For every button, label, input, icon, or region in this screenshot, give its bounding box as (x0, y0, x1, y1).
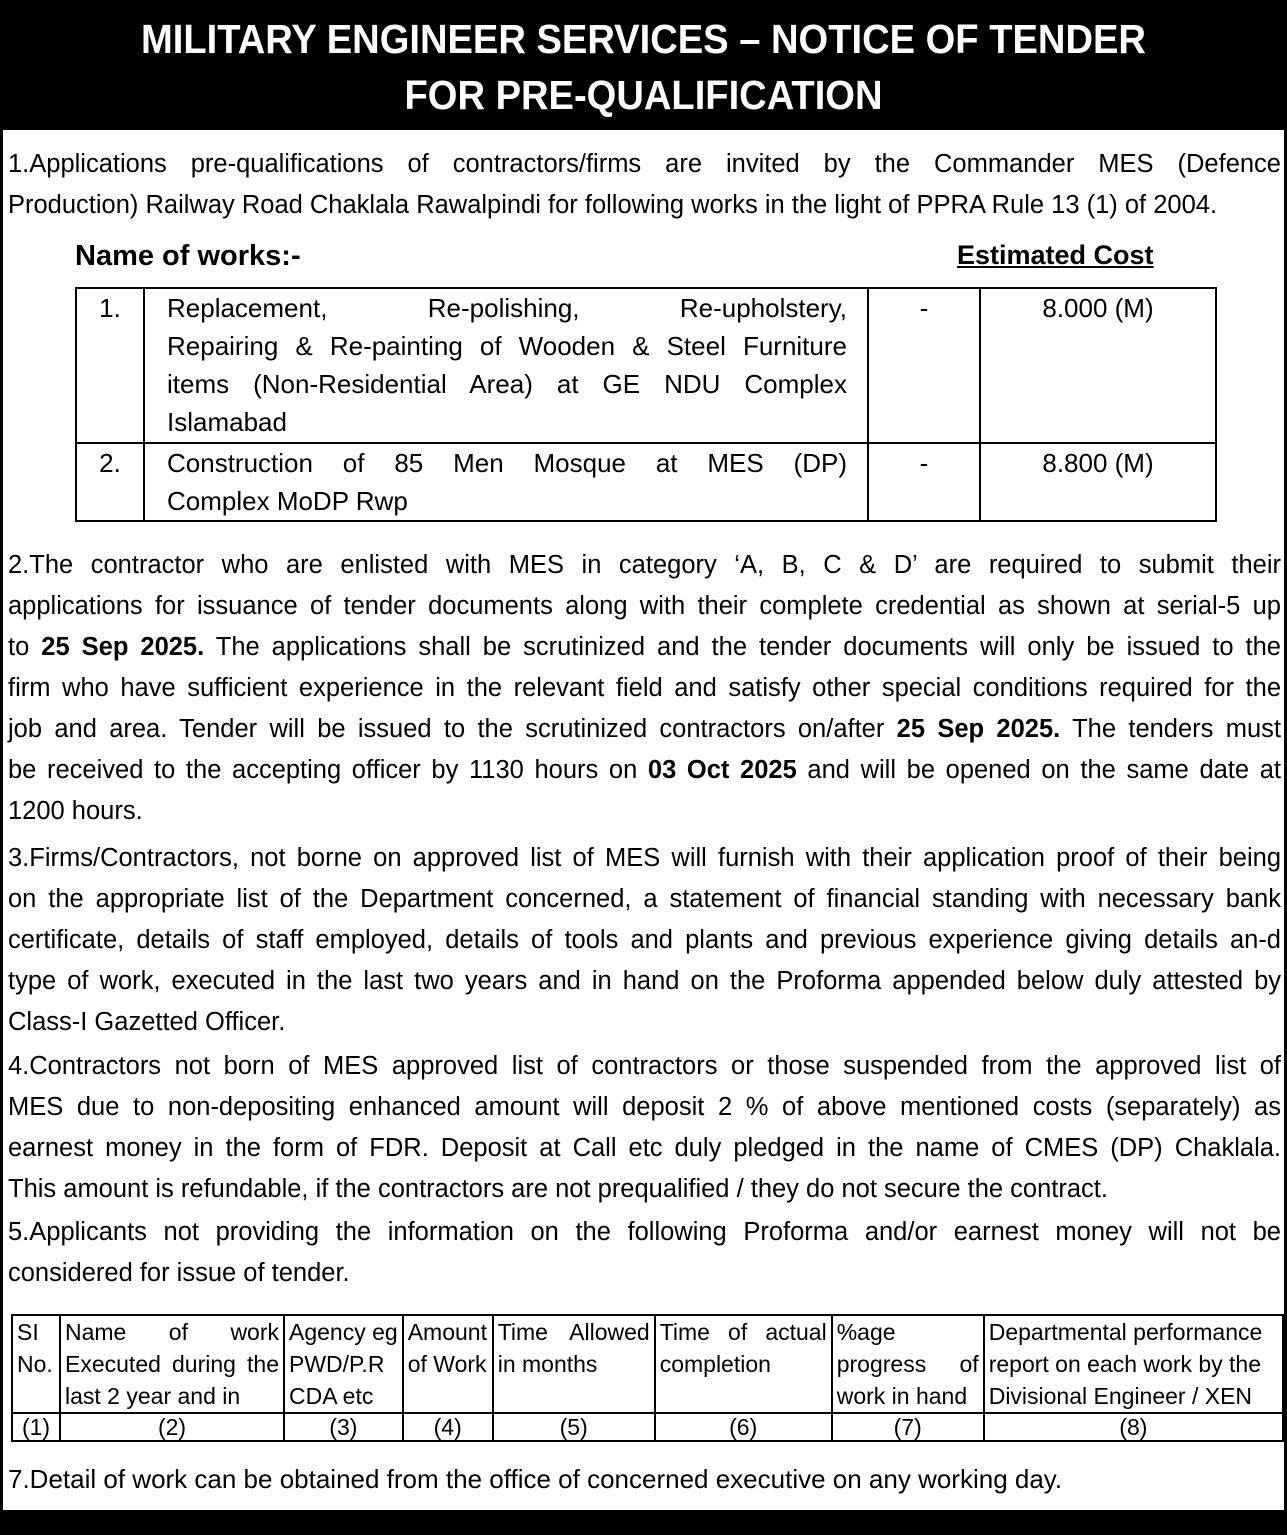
paragraph-line: 5.Applicants not providing the information on the following Proforma and/or earnest money will not be (8, 1218, 1281, 1246)
paragraph-line: Production) Railway Road Chaklala Rawalpindi for following works in the light of PPRA Rule 13 (1) of 2004. (8, 191, 1218, 219)
works-table (75, 287, 1217, 522)
paragraph-line: 3.Firms/Contractors, not borne on approved list of MES will furnish with their application proof of their being (8, 844, 1281, 872)
paragraph-line: 2.The contractor who are enlisted with MES in category ‘A, B, C & D’ are required to submit their (8, 551, 1281, 579)
header-line: Divisional Engineer / XEN (988, 1383, 1253, 1409)
header-line: report on each work by the (988, 1351, 1262, 1377)
paragraph-line: earnest money in the form of FDR. Deposit at Call etc duly pledged in the name of CMES (DP) Chaklala. (8, 1134, 1281, 1162)
estimated-cost-heading: Estimated Cost (957, 240, 1154, 270)
header-line: completion (659, 1351, 771, 1377)
header-line: CDA etc (289, 1383, 374, 1409)
paragraph-2 (8, 545, 1281, 832)
paragraph-line (8, 709, 1281, 750)
header-line: No. (17, 1351, 53, 1377)
work-serial: 1. (76, 288, 144, 443)
text-run: be received to the accepting officer by 1130 hours on (8, 756, 648, 784)
work-description-line: Islamabad (167, 407, 287, 437)
header-line: Executed during the (65, 1351, 279, 1377)
paragraph-5 (8, 1212, 1281, 1294)
paragraph-line: 1200 hours. (8, 797, 143, 825)
work-description-line: Replacement, Re-polishing, Re-upholstery, (167, 293, 847, 323)
column-number: (5) (493, 1413, 655, 1441)
header-line: %age (836, 1319, 896, 1345)
work-description-line: Complex MoDP Rwp (167, 486, 408, 516)
paragraph-4 (8, 1046, 1281, 1210)
work-dash: - (868, 288, 980, 443)
table-row (76, 443, 1216, 521)
column-number: (4) (403, 1413, 493, 1441)
header-line: Time Allowed (497, 1319, 650, 1345)
work-description-line: Repairing & Re-painting of Wooden & Steel Furniture (167, 331, 847, 361)
header-line: Time of actual (659, 1319, 827, 1345)
header-line: last 2 year and in (65, 1383, 241, 1409)
proforma-header (60, 1315, 284, 1413)
column-number: (6) (655, 1413, 832, 1441)
column-number: (8) (984, 1413, 1283, 1441)
works-heading: Name of works:- (75, 240, 301, 272)
proforma-header (12, 1315, 60, 1413)
notice-banner (3, 3, 1284, 130)
paragraph-line: on the appropriate list of the Department concerned, a statement of financial standing with necessary bank (8, 885, 1281, 913)
text-run: The tenders must (1060, 715, 1281, 743)
paragraph-line: applications for issuance of tender documents along with their complete credential as shown at serial-5 up (8, 592, 1281, 620)
text-run: and will be opened on the same date at (796, 756, 1281, 784)
header-line: PWD/P.R (289, 1351, 385, 1377)
work-description-line: Construction of 85 Men Mosque at MES (DP) (167, 448, 847, 478)
header-line: in months (497, 1351, 598, 1377)
text-run: to (8, 633, 42, 661)
paragraph-line (8, 627, 1281, 668)
proforma-table (11, 1314, 1284, 1442)
paragraph-3 (8, 838, 1281, 1043)
table-row (12, 1315, 1283, 1413)
proforma-header (655, 1315, 832, 1413)
proforma-header (984, 1315, 1283, 1413)
banner-title-line2: FOR PRE-QUALIFICATION (404, 72, 883, 118)
header-line: of Work (407, 1351, 487, 1377)
receipt-date: 03 Oct 2025 (647, 756, 797, 784)
header-line: Agency eg (289, 1319, 398, 1345)
paragraph-1 (8, 144, 1281, 226)
header-line: Name of work (65, 1319, 279, 1345)
work-serial: 2. (76, 443, 144, 521)
proforma-header (832, 1315, 984, 1413)
paragraph-line (8, 750, 1281, 791)
proforma-header (403, 1315, 493, 1413)
proforma-header (284, 1315, 403, 1413)
column-number: (2) (60, 1413, 284, 1441)
work-cost: 8.000 (M) (980, 288, 1216, 443)
paragraph-line: considered for issue of tender. (8, 1259, 350, 1287)
work-description (144, 288, 868, 443)
header-line: Amount (407, 1319, 487, 1345)
header-line: progress of (836, 1351, 979, 1377)
text-run: job and area. Tender will be issued to the scrutinized contractors on/after (8, 715, 897, 743)
paragraph-line: certificate, details of staff employed, details of tools and plants and previous experience giving details an-d (8, 926, 1281, 954)
paragraph-line: Class-I Gazetted Officer. (8, 1008, 286, 1036)
paragraph-line: MES due to non-depositing enhanced amount will deposit 2 % of above mentioned costs (separately) as (8, 1093, 1281, 1121)
text-run: The applications shall be scrutinized and the tender documents will only be issued to the (204, 633, 1281, 661)
paragraph-line: type of work, executed in the last two years and in hand on the Proforma appended below duly attested by (8, 967, 1281, 995)
work-dash: - (868, 443, 980, 521)
paragraph-line: This amount is refundable, if the contractors are not prequalified / they do not secure the contract. (8, 1175, 1108, 1203)
column-number: (1) (12, 1413, 60, 1441)
work-description-line: items (Non-Residential Area) at GE NDU Complex (167, 369, 847, 399)
paragraph-line: firm who have sufficient experience in the relevant field and satisfy other special conditions required for the (8, 674, 1281, 702)
table-row (12, 1413, 1283, 1441)
column-number: (7) (832, 1413, 984, 1441)
issue-date: 25 Sep 2025. (896, 715, 1061, 743)
work-cost: 8.800 (M) (980, 443, 1216, 521)
paragraph-line: 4.Contractors not born of MES approved list of contractors or those suspended from the approved list of (8, 1052, 1281, 1080)
paragraph-7: 7.Detail of work can be obtained from the office of concerned executive on any working day. (8, 1464, 1063, 1494)
banner-title-line1: MILITARY ENGINEER SERVICES – NOTICE OF TENDER (141, 16, 1146, 62)
bottom-border-bar (3, 1510, 1284, 1532)
proforma-header (493, 1315, 655, 1413)
header-line: work in hand (836, 1383, 968, 1409)
header-line: Departmental performance (988, 1319, 1263, 1345)
header-line: SI (17, 1319, 39, 1345)
deadline-date: 25 Sep 2025. (41, 633, 205, 661)
table-row (76, 288, 1216, 443)
column-number: (3) (284, 1413, 403, 1441)
paragraph-line: 1.Applications pre-qualifications of contractors/firms are invited by the Commander MES (Defence (8, 150, 1281, 178)
work-description (144, 443, 868, 521)
